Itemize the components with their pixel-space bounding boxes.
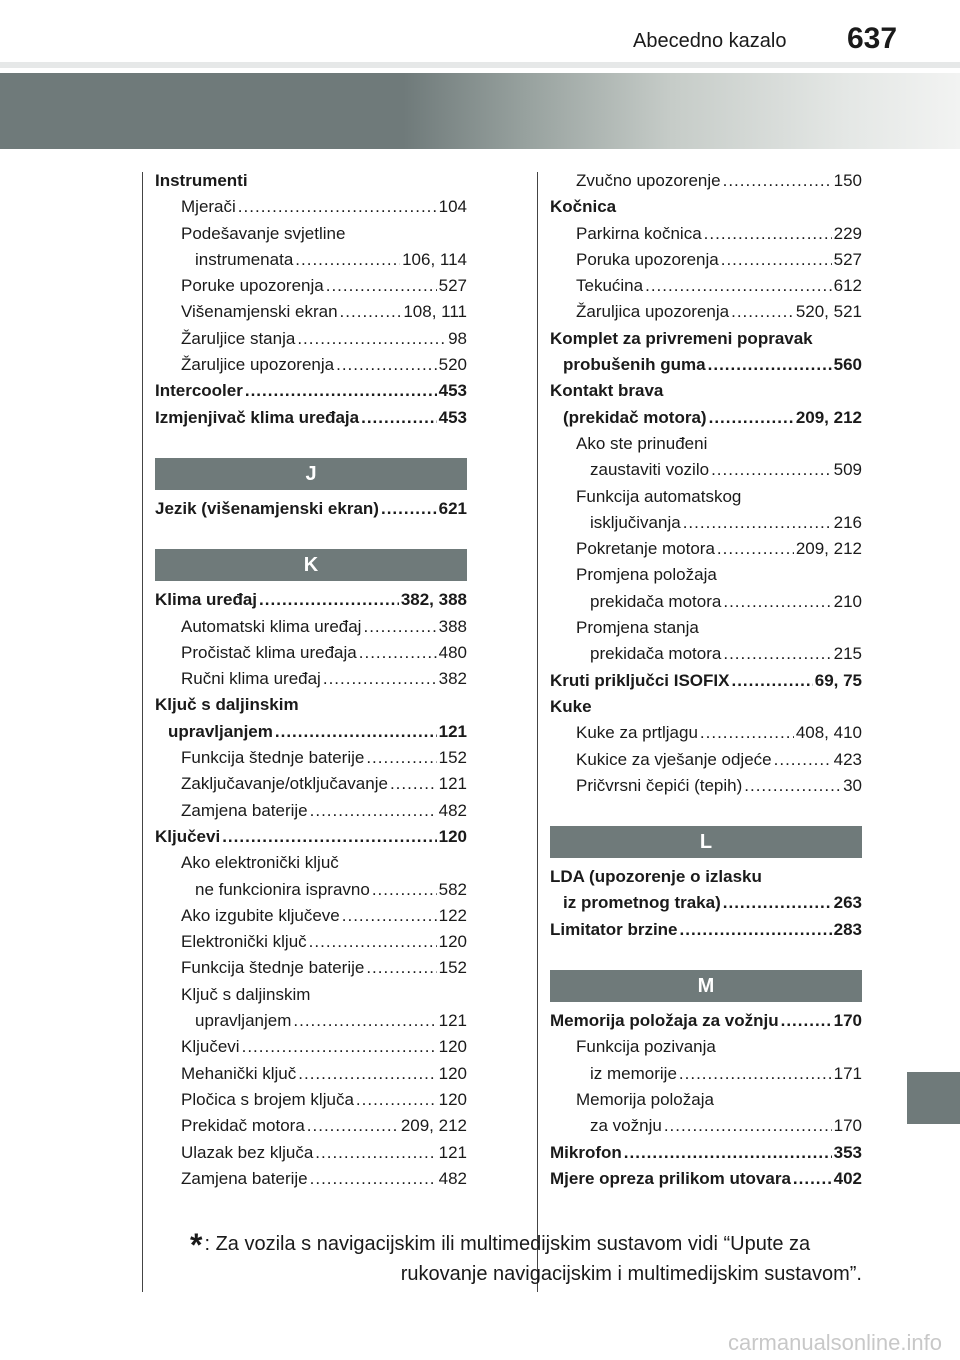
page-reference: 210 [833, 591, 862, 611]
index-heading [550, 562, 862, 588]
entry-text: Pokretanje motora [576, 539, 715, 559]
page-reference: 612 [833, 276, 862, 296]
page-header-title: Abecedno kazalo [633, 30, 787, 52]
entry-text: Ključ s daljinskim [181, 984, 311, 1004]
entry-text: Pločica s brojem ključa [181, 1089, 354, 1109]
index-entry [550, 221, 862, 247]
entry-text: Zaključavanje/otključavanje [181, 774, 388, 794]
index-entry [155, 640, 467, 666]
page-reference: 98 [448, 328, 467, 348]
dot-leader [323, 666, 437, 692]
dot-leader [709, 405, 794, 431]
entry-text: prekidača motora [590, 591, 722, 611]
index-entry [155, 614, 467, 640]
footnote-line-2: rukovanje navigacijskim i multimedijskim sustavom”. [400, 1263, 862, 1285]
page-reference: 171 [833, 1063, 862, 1083]
index-entry [550, 1061, 862, 1087]
entry-text: Promjena stanja [576, 618, 699, 638]
header-band [0, 62, 960, 68]
dot-leader [315, 1140, 436, 1166]
index-entry [550, 589, 862, 615]
dot-leader [711, 457, 832, 483]
index-entry [155, 719, 467, 745]
dot-leader [259, 587, 399, 613]
page-reference: 402 [833, 1168, 862, 1188]
index-heading [550, 694, 862, 720]
page-reference: 215 [833, 644, 862, 664]
index-heading [550, 326, 862, 352]
page-reference: 560 [833, 355, 862, 375]
entry-text: Elektronički ključ [181, 932, 307, 952]
index-entry [550, 457, 862, 483]
dot-leader [704, 221, 832, 247]
index-heading [155, 692, 467, 718]
entry-text: Ako elektronički ključ [181, 853, 339, 873]
entry-text: Komplet za privremeni popravak [550, 328, 813, 348]
entry-text: Automatski klima uređaj [181, 616, 362, 636]
entry-text: probušenih guma [563, 355, 706, 375]
dot-leader [340, 299, 402, 325]
index-entry [550, 536, 862, 562]
index-entry [155, 194, 467, 220]
entry-text: Funkcija automatskog [576, 486, 742, 506]
dot-leader [624, 1140, 832, 1166]
dot-leader [310, 1166, 437, 1192]
entry-text: Pričvrsni čepići (tepih) [576, 775, 743, 795]
dot-leader [679, 1061, 832, 1087]
page-reference: 621 [438, 498, 467, 518]
entry-text: Višenamjenski ekran [181, 302, 338, 322]
index-entry [155, 587, 467, 613]
dot-leader [721, 247, 832, 273]
page-reference: 283 [833, 919, 862, 939]
entry-text: Funkcija štednje baterije [181, 958, 365, 978]
index-entry [155, 405, 467, 431]
index-entry [155, 771, 467, 797]
index-entry [550, 352, 862, 378]
dot-leader [781, 1008, 832, 1034]
page-reference: 209, 212 [795, 539, 862, 559]
entry-text: (prekidač motora) [563, 407, 707, 427]
dot-leader [309, 929, 437, 955]
page-reference: 527 [438, 276, 467, 296]
index-heading [155, 168, 467, 194]
index-entry [550, 1166, 862, 1192]
index-entry [155, 273, 467, 299]
entry-text: zaustaviti vozilo [590, 460, 710, 480]
entry-text: Ako izgubite ključeve [181, 905, 340, 925]
footnote-line-1: : Za vozila s navigacijskim ili multimedijskim sustavom vidi “Upute za [204, 1233, 811, 1255]
page-reference: 408, 410 [795, 723, 862, 743]
index-entry [155, 496, 467, 522]
dot-leader [700, 720, 794, 746]
index-entry [550, 510, 862, 536]
dot-leader [390, 771, 437, 797]
index-entry [155, 1113, 467, 1139]
index-entry [155, 378, 467, 404]
footnote-star: * [190, 1227, 203, 1263]
dot-leader [645, 273, 832, 299]
page-reference: 120 [438, 1089, 467, 1109]
index-entry [550, 917, 862, 943]
page-reference: 520 [438, 355, 467, 375]
page-reference: 120 [438, 932, 467, 952]
dot-leader [717, 536, 794, 562]
index-heading [550, 378, 862, 404]
page-reference: 30 [843, 775, 862, 795]
dot-leader [238, 194, 437, 220]
page-reference: 382 [438, 669, 467, 689]
page-reference: 69, 75 [814, 670, 862, 690]
dot-leader [723, 890, 832, 916]
dot-leader [372, 877, 437, 903]
page-reference: 582 [438, 879, 467, 899]
entry-text: Žaruljice upozorenja [181, 355, 335, 375]
watermark: carmanualsonline.info [727, 1330, 942, 1355]
entry-text: Memorija položaja za vožnju [550, 1011, 779, 1031]
right-column-rule [537, 172, 538, 1292]
dot-leader [664, 1113, 832, 1139]
index-entry [550, 747, 862, 773]
index-entry [155, 1087, 467, 1113]
index-heading [550, 1087, 862, 1113]
index-entry [550, 168, 862, 194]
entry-text: Ručni klima uređaj [181, 669, 321, 689]
entry-text: Ako ste prinuđeni [576, 433, 708, 453]
section-letter-header: K [155, 549, 467, 581]
dot-leader [326, 273, 437, 299]
page-reference: 453 [438, 407, 467, 427]
dot-leader [295, 247, 400, 273]
page-reference: 520, 521 [795, 302, 862, 322]
page-reference: 121 [438, 1142, 467, 1162]
page-reference: 120 [438, 1063, 467, 1083]
entry-text: Mehanički ključ [181, 1063, 297, 1083]
entry-text: Memorija položaja [576, 1089, 714, 1109]
dot-leader [222, 824, 436, 850]
entry-text: Ulazak bez ključa [181, 1142, 314, 1162]
dot-leader [275, 719, 437, 745]
dot-leader [381, 496, 437, 522]
index-heading [550, 864, 862, 890]
dot-leader [242, 1034, 437, 1060]
page-reference: 382, 388 [400, 590, 467, 610]
index-heading [155, 982, 467, 1008]
index-entry [550, 720, 862, 746]
page-reference: 108, 111 [403, 302, 467, 322]
entry-text: iz memorije [590, 1063, 677, 1083]
index-column-left [155, 168, 467, 1192]
index-entry [550, 1008, 862, 1034]
dot-leader [307, 1113, 399, 1139]
index-entry [550, 273, 862, 299]
page-reference: 122 [438, 905, 467, 925]
index-column-right [550, 168, 862, 1192]
entry-text: Intercooler [155, 381, 243, 401]
entry-text: Kontakt brava [550, 381, 664, 401]
index-entry [155, 824, 467, 850]
dot-leader [297, 326, 446, 352]
page-number: 637 [847, 22, 898, 55]
page-reference: 152 [438, 748, 467, 768]
page-reference: 209, 212 [795, 407, 862, 427]
page-reference: 120 [438, 1037, 467, 1057]
dot-leader [744, 773, 841, 799]
page-reference: 121 [438, 721, 467, 741]
page-reference: 482 [438, 1168, 467, 1188]
index-entry [155, 299, 467, 325]
index-heading [550, 194, 862, 220]
entry-text: LDA (upozorenje o izlasku [550, 867, 762, 887]
entry-text: Zamjena baterije [181, 800, 308, 820]
page-reference: 121 [438, 774, 467, 794]
dot-leader [336, 352, 437, 378]
entry-text: Tekućina [576, 276, 644, 296]
dot-leader [356, 1087, 437, 1113]
entry-text: Prekidač motora [181, 1116, 305, 1136]
page-reference: 120 [438, 826, 467, 846]
index-entry [550, 668, 862, 694]
entry-text: Klima uređaj [155, 590, 258, 610]
entry-text: Kuke [550, 696, 592, 716]
index-heading [155, 221, 467, 247]
index-entry [155, 352, 467, 378]
index-entry [155, 666, 467, 692]
index-entry [155, 1140, 467, 1166]
dot-leader [723, 641, 831, 667]
index-entry [155, 1008, 467, 1034]
index-entry [155, 903, 467, 929]
index-entry [550, 890, 862, 916]
entry-text: Kruti priključci ISOFIX [550, 670, 730, 690]
index-entry [550, 247, 862, 273]
entry-text: Poruke upozorenja [181, 276, 324, 296]
page-reference: 209, 212 [400, 1116, 467, 1136]
page-reference: 509 [833, 460, 862, 480]
dot-leader [683, 510, 832, 536]
entry-text: Poruka upozorenja [576, 249, 719, 269]
index-heading [550, 431, 862, 457]
entry-text: Parkirna kočnica [576, 223, 702, 243]
index-entry [550, 1140, 862, 1166]
index-heading [550, 615, 862, 641]
entry-text: Ključevi [155, 826, 221, 846]
page-reference: 152 [438, 958, 467, 978]
entry-text: Funkcija štednje baterije [181, 748, 365, 768]
section-letter-header: M [550, 970, 862, 1002]
entry-text: Instrumenti [155, 171, 248, 190]
index-entry [155, 1166, 467, 1192]
dot-leader [723, 589, 831, 615]
dot-leader [293, 1008, 436, 1034]
index-entry [155, 798, 467, 824]
entry-text: instrumenata [195, 249, 294, 269]
dot-leader [793, 1166, 832, 1192]
entry-text: upravljanjem [195, 1011, 292, 1031]
dot-leader [363, 614, 436, 640]
index-entry [155, 1061, 467, 1087]
entry-text: Ključevi [181, 1037, 240, 1057]
entry-text: Promjena položaja [576, 565, 717, 585]
dot-leader [359, 640, 437, 666]
entry-text: Podešavanje svjetline [181, 223, 346, 243]
dot-leader [366, 745, 436, 771]
page-reference: 482 [438, 800, 467, 820]
entry-text: Izmjenjivač klima uređaja [155, 407, 360, 427]
dot-leader [774, 747, 832, 773]
dot-leader [708, 352, 832, 378]
page-reference: 229 [833, 223, 862, 243]
page-reference: 150 [833, 171, 862, 190]
section-letter-header: L [550, 826, 862, 858]
entry-text: za vožnju [590, 1116, 662, 1136]
side-thumb-tab [907, 1072, 960, 1124]
index-entry [550, 1113, 862, 1139]
page-reference: 216 [833, 512, 862, 532]
dot-leader [310, 798, 437, 824]
footnote [150, 1224, 862, 1289]
entry-text: Zamjena baterije [181, 1168, 308, 1188]
index-entry [550, 299, 862, 325]
dot-leader [723, 168, 832, 194]
entry-text: Žaruljice stanja [181, 328, 296, 348]
page-reference: 527 [833, 249, 862, 269]
page-reference: 388 [438, 616, 467, 636]
index-entry [155, 1034, 467, 1060]
entry-text: upravljanjem [168, 721, 273, 741]
chapter-banner [0, 73, 960, 149]
index-entry [155, 929, 467, 955]
dot-leader [731, 299, 794, 325]
entry-text: Funkcija pozivanja [576, 1037, 716, 1057]
dot-leader [361, 405, 437, 431]
dot-leader [680, 917, 832, 943]
index-entry [550, 773, 862, 799]
page-reference: 170 [833, 1011, 862, 1031]
index-entry [155, 955, 467, 981]
index-heading [550, 484, 862, 510]
entry-text: Mjere opreza prilikom utovara [550, 1168, 791, 1188]
entry-text: Zvučno upozorenje [576, 171, 721, 190]
page-reference: 353 [833, 1142, 862, 1162]
left-column-rule [142, 172, 143, 1292]
dot-leader [298, 1061, 436, 1087]
page-reference: 121 [438, 1011, 467, 1031]
dot-leader [366, 955, 436, 981]
entry-text: Mikrofon [550, 1142, 622, 1162]
index-entry [155, 877, 467, 903]
dot-leader [731, 668, 812, 694]
entry-text: Kukice za vješanje odjeće [576, 749, 772, 769]
page-reference: 170 [833, 1116, 862, 1136]
dot-leader [245, 378, 437, 404]
index-entry [155, 247, 467, 273]
section-letter-header: J [155, 458, 467, 490]
entry-text: Ključ s daljinskim [155, 695, 299, 715]
page-reference: 480 [438, 642, 467, 662]
page-reference: 423 [833, 749, 862, 769]
index-heading [550, 1034, 862, 1060]
entry-text: Mjerači [181, 197, 236, 217]
entry-text: ne funkcionira ispravno [195, 879, 370, 899]
entry-text: prekidača motora [590, 644, 722, 664]
entry-text: isključivanja [590, 512, 681, 532]
page-reference: 104 [438, 197, 467, 217]
page-reference: 106, 114 [402, 249, 467, 269]
entry-text: Kuke za prtljagu [576, 723, 698, 743]
entry-text: Limitator brzine [550, 919, 678, 939]
index-entry [550, 641, 862, 667]
index-heading [155, 850, 467, 876]
entry-text: Kočnica [550, 197, 617, 217]
entry-text: iz prometnog traka) [563, 893, 721, 913]
entry-text: Jezik (višenamjenski ekran) [155, 498, 379, 518]
entry-text: Žaruljica upozorenja [576, 302, 730, 322]
page-reference: 453 [438, 381, 467, 401]
page-reference: 263 [833, 893, 862, 913]
index-entry [550, 405, 862, 431]
entry-text: Pročistač klima uređaja [181, 642, 357, 662]
dot-leader [342, 903, 437, 929]
index-entry [155, 745, 467, 771]
index-entry [155, 326, 467, 352]
